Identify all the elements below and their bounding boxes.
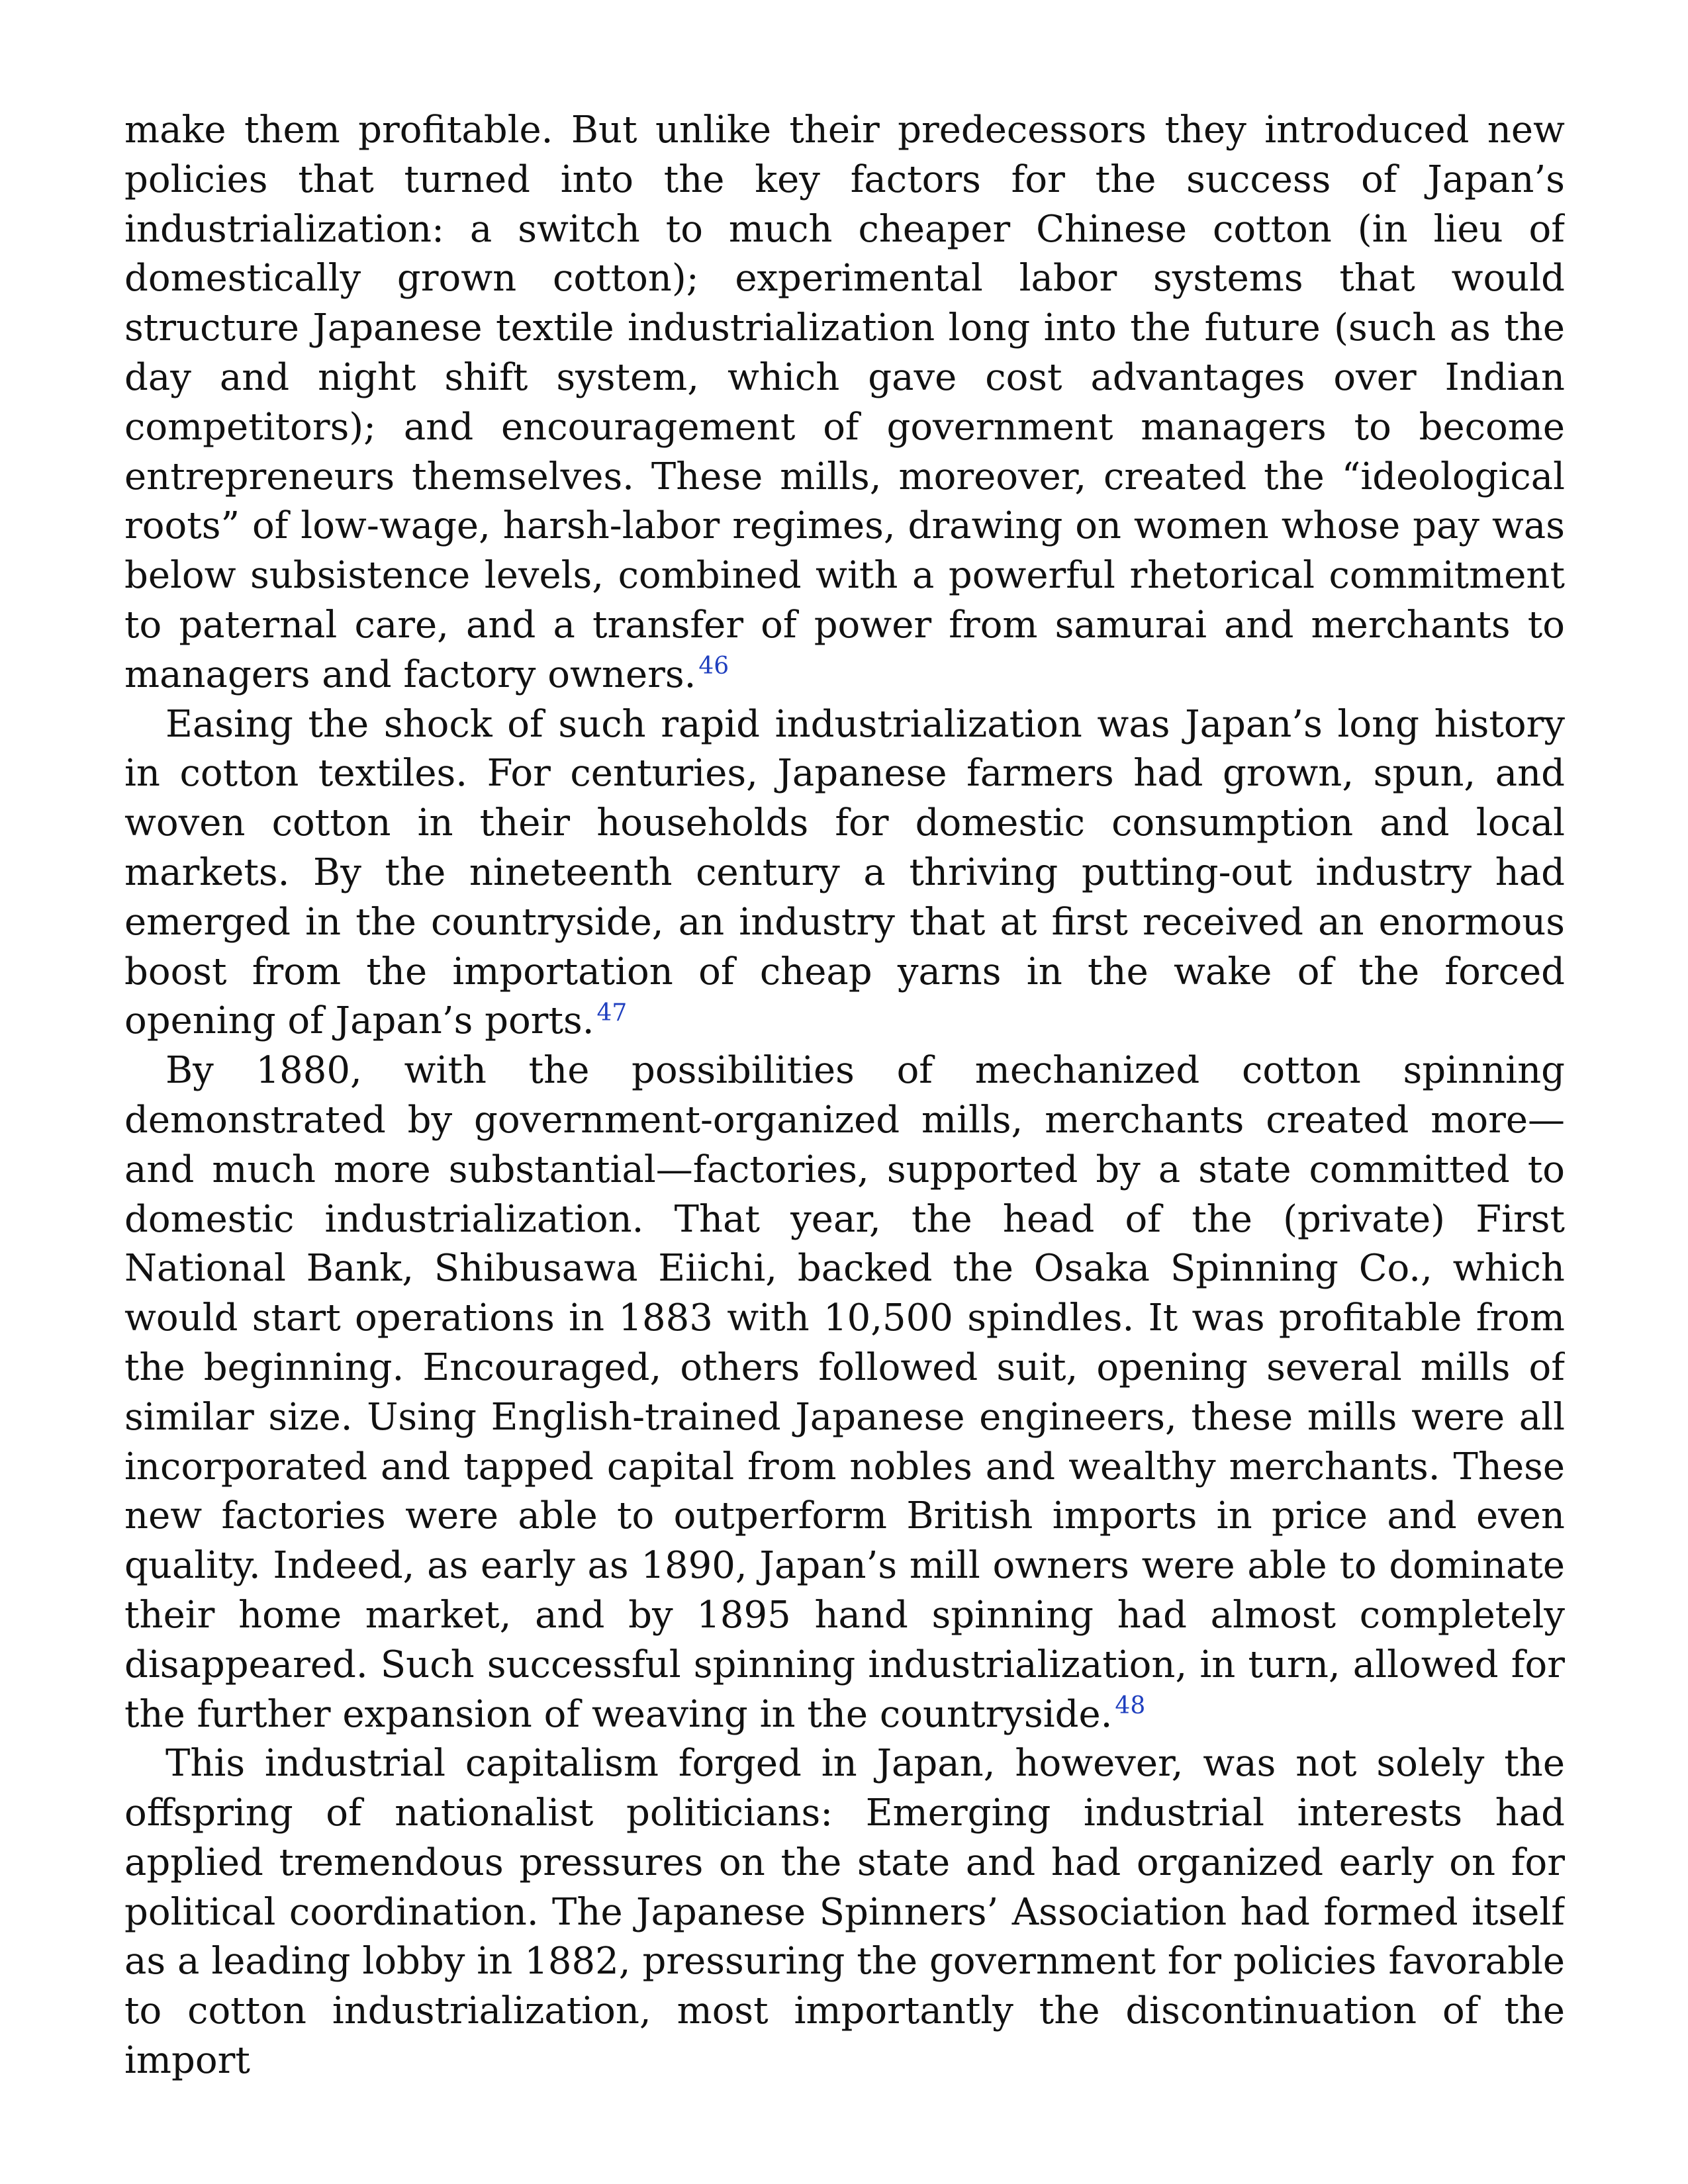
paragraph-2 (124, 700, 1565, 1047)
footnote-ref-48[interactable]: 48 (1115, 1692, 1146, 1719)
document-page (124, 106, 1565, 2091)
paragraph-1 (124, 106, 1565, 700)
paragraph-1-text: make them profitable. But unlike their predecessors they introduced new policies that turned into the key factors for the success of Japan’s industrialization: a switch to much cheaper Chinese cotton (in lieu of domestically grown cotton); experimental labor systems that would structure Japanese textile industrialization long into the future (such as the day and night shift system, which gave cost advantages over Indian competitors); and encouragement of government managers to become entrepreneurs themselves. These mills, moreover, created the “ideological roots” of low-wage, harsh-labor regimes, drawing on women whose pay was below subsistence levels, combined with a powerful rhetorical commitment to paternal care, and a transfer of power from samurai and merchants to managers and factory owners. (124, 109, 1565, 696)
footnote-ref-47[interactable]: 47 (596, 999, 628, 1026)
paragraph-3 (124, 1046, 1565, 1739)
footnote-ref-46[interactable]: 46 (698, 653, 729, 680)
paragraph-3-text: By 1880, with the possibilities of mechanized cotton spinning demonstrated by government-organized mills, merchants created more—and much more substantial—factories, supported by a state committed to domestic industrialization. That year, the head of the (private) First National Bank, Shibusawa Eiichi, backed the Osaka Spinning Co., which would start operations in 1883 with 10,500 spindles. It was profitable from the beginning. Encouraged, others followed suit, opening several mills of similar size. Using English-trained Japanese engineers, these mills were all incorporated and tapped capital from nobles and wealthy merchants. These new factories were able to outperform British imports in price and even quality. Indeed, as early as 1890, Japan’s mill owners were able to dominate their home market, and by 1895 hand spinning had almost completely disappeared. Such successful spinning industrialization, in turn, allowed for the further expansion of weaving in the countryside. (124, 1049, 1565, 1736)
paragraph-2-text: Easing the shock of such rapid industrialization was Japan’s long history in cotton textiles. For centuries, Japanese farmers had grown, spun, and woven cotton in their households for domestic consumption and local markets. By the nineteenth century a thriving putting-out industry had emerged in the countryside, an industry that at first received an enormous boost from the importation of cheap yarns in the wake of the forced opening of Japan’s ports. (124, 702, 1565, 1043)
paragraph-4 (124, 1739, 1565, 2086)
paragraph-4-text: This industrial capitalism forged in Japan, however, was not solely the offspring of nationalist politicians: Emerging industrial interests had applied tremendous pressures on the state and had organized early on for political coordination. The Japanese Spinners’ Association had formed itself as a leading lobby in 1882, pressuring the government for policies favorable to cotton industrialization, most importantly the discontinuation of the import (124, 1742, 1565, 2083)
